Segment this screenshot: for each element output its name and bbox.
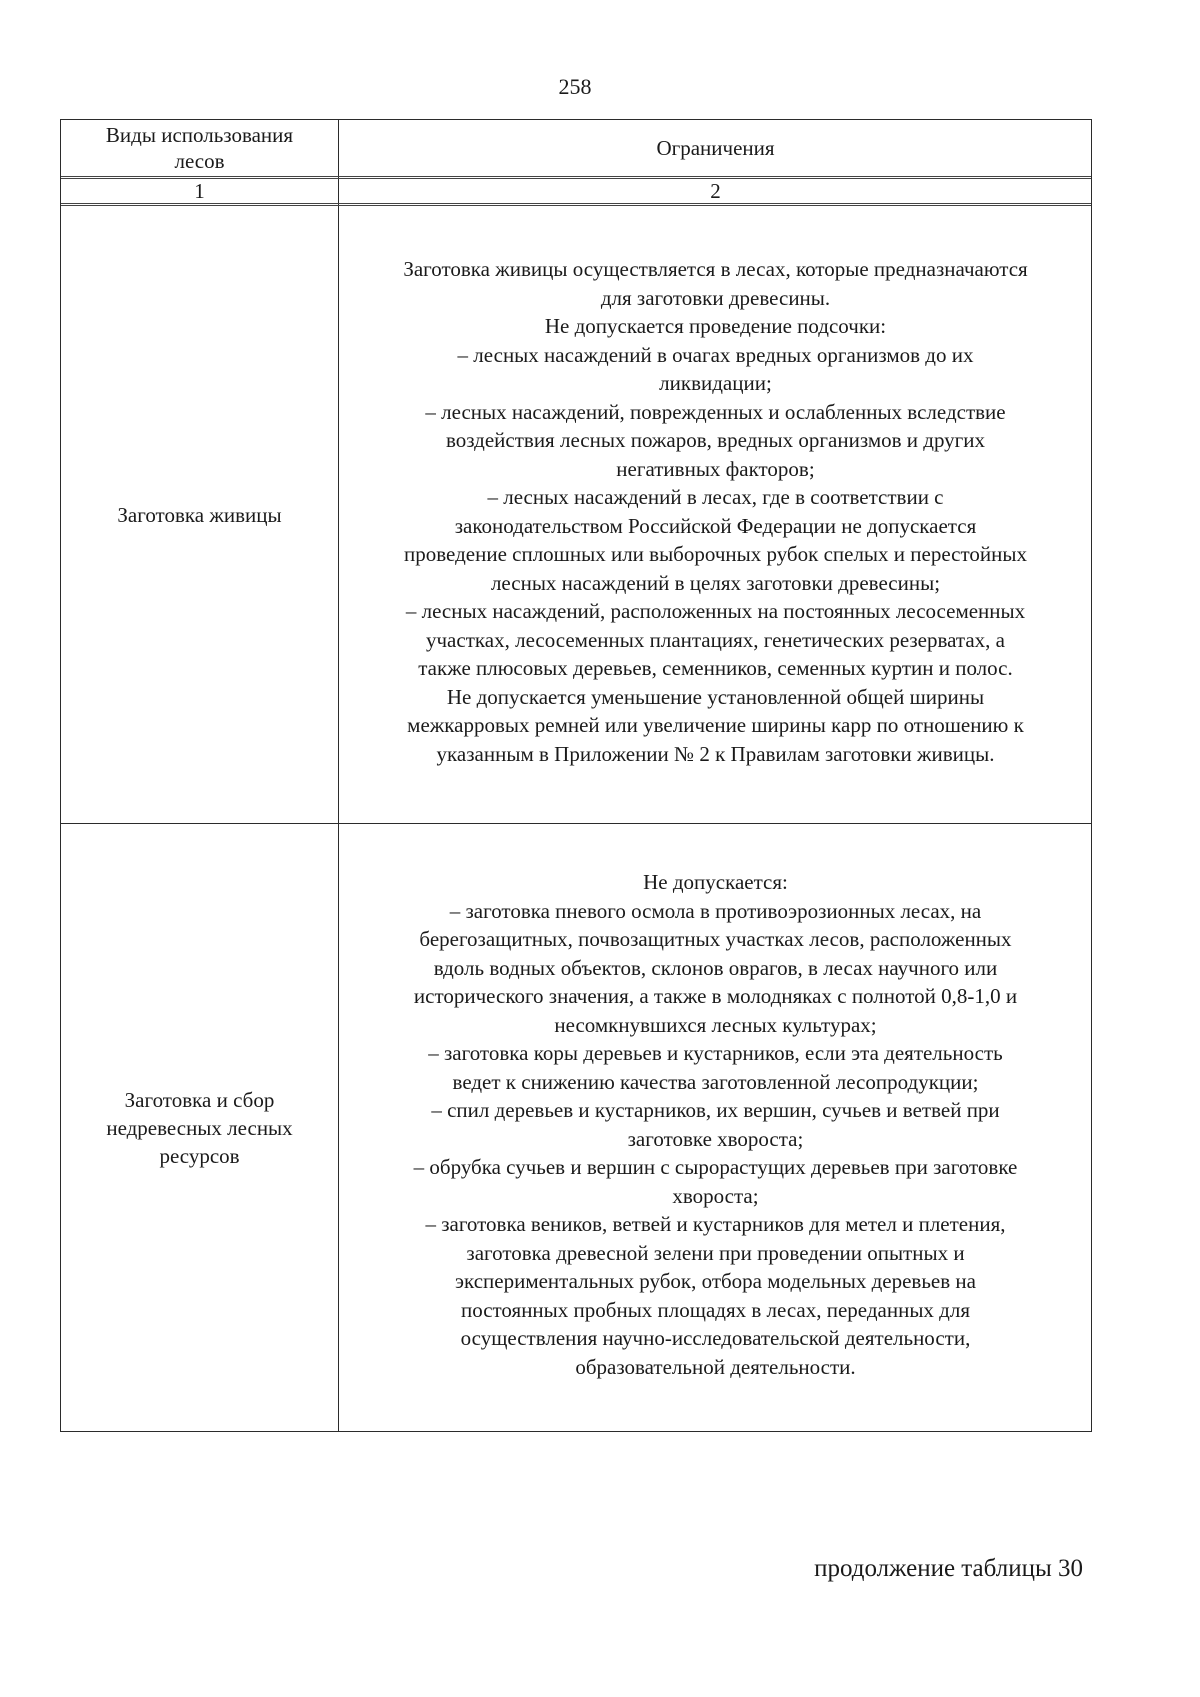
column-divider — [338, 120, 339, 1431]
column-number-2: 2 — [710, 179, 721, 203]
text-line: ведет к снижению качества заготовленной лесопродукции; — [452, 1069, 979, 1094]
text-line: – лесных насаждений, поврежденных и ослабленных вследствие — [425, 399, 1006, 424]
text-line: – заготовка пневого осмола в противоэрозионных лесах, на — [449, 898, 982, 923]
header-restrictions-label: Ограничения — [656, 136, 775, 160]
text-line: законодательством Российской Федерации не допускается — [454, 513, 977, 538]
text-line: вдоль водных объектов, склонов оврагов, в лесах научного или — [433, 955, 998, 980]
text-line: лесных насаждений в целях заготовки древесины; — [490, 570, 941, 595]
text-line: проведение сплошных или выборочных рубок спелых и перестойных — [404, 542, 1027, 566]
text-line: воздействия лесных пожаров, вредных организмов и других — [445, 428, 986, 452]
use-label-nontimber: Заготовка и сбор недревесных лесных ресурсов — [106, 1087, 293, 1168]
text-line: межкарровых ремней или увеличение ширины карр по отношению к — [407, 713, 1024, 737]
text-line: заготовке хвороста; — [627, 1126, 804, 1151]
table-continuation-note: продолжение таблицы 30 — [814, 1555, 1083, 1582]
text-line: заготовка древесной зелени при проведении опытных и — [466, 1240, 965, 1265]
text-line: – спил деревьев и кустарников, их вершин, сучьев и ветвей при — [431, 1098, 1000, 1122]
text-line: негативных факторов; — [616, 456, 815, 481]
header-cell-use — [61, 120, 338, 176]
text-line: образовательной деятельности. — [575, 1354, 856, 1379]
table-row-restrictions-cell — [340, 824, 1091, 1431]
text-line: хвороста; — [672, 1183, 759, 1208]
header-use-label: Виды использования лесов — [105, 123, 294, 173]
column-number-1: 1 — [194, 179, 205, 203]
text-line: Не допускается уменьшение установленной общей ширины — [446, 684, 985, 709]
text-line: указанным в Приложении № 2 к Правилам заготовки живицы. — [436, 741, 995, 766]
text-line: – обрубка сучьев и вершин с сырорастущих деревьев при заготовке — [413, 1155, 1018, 1179]
use-label-resin: Заготовка живицы — [117, 502, 282, 527]
text-line: – заготовка веников, ветвей и кустарников для метел и плетения, — [425, 1212, 1006, 1236]
text-line: Не допускается: — [643, 870, 788, 894]
text-line: исторического значения, а также в молодняках с полнотой 0,8-1,0 и — [413, 984, 1018, 1008]
text-line: осуществления научно-исследовательской деятельности, — [460, 1326, 971, 1350]
text-line: ликвидации; — [659, 371, 772, 395]
restrictions-table — [60, 119, 1092, 1432]
text-line: экспериментальных рубок, отбора модельных деревьев на — [455, 1269, 976, 1293]
text-line: берегозащитных, почвозащитных участках лесов, расположенных — [419, 927, 1012, 951]
text-line: – лесных насаждений в очагах вредных организмов до их — [457, 342, 974, 367]
table-row-restrictions-cell — [340, 206, 1091, 823]
column-number-cell — [340, 179, 1091, 203]
text-line: – заготовка коры деревьев и кустарников, если эта деятельность — [428, 1041, 1003, 1065]
text-line: – лесных насаждений, расположенных на постоянных лесосеменных — [405, 599, 1026, 623]
text-line: Заготовка живицы осуществляется в лесах, которые предназначаются — [403, 257, 1028, 281]
page-number: 258 — [558, 74, 592, 99]
column-number-cell — [61, 179, 338, 203]
text-line: также плюсовых деревьев, семенников, семенных куртин и полос. — [418, 656, 1013, 680]
restrictions-resin — [391, 255, 1039, 768]
table-row-use-cell — [61, 824, 338, 1431]
text-line: постоянных пробных площадях в лесах, переданных для — [460, 1297, 971, 1322]
text-line: участках, лесосеменных плантациях, генетических резерватах, а — [426, 627, 1005, 652]
text-line: – лесных насаждений в лесах, где в соответствии с — [487, 485, 944, 509]
header-cell-restrictions — [340, 120, 1091, 176]
text-line: для заготовки древесины. — [600, 285, 831, 310]
text-line: Не допускается проведение подсочки: — [544, 314, 887, 338]
text-line: несомкнувшихся лесных культурах; — [554, 1012, 877, 1037]
table-row-use-cell — [61, 206, 338, 823]
restrictions-nontimber — [402, 868, 1030, 1381]
